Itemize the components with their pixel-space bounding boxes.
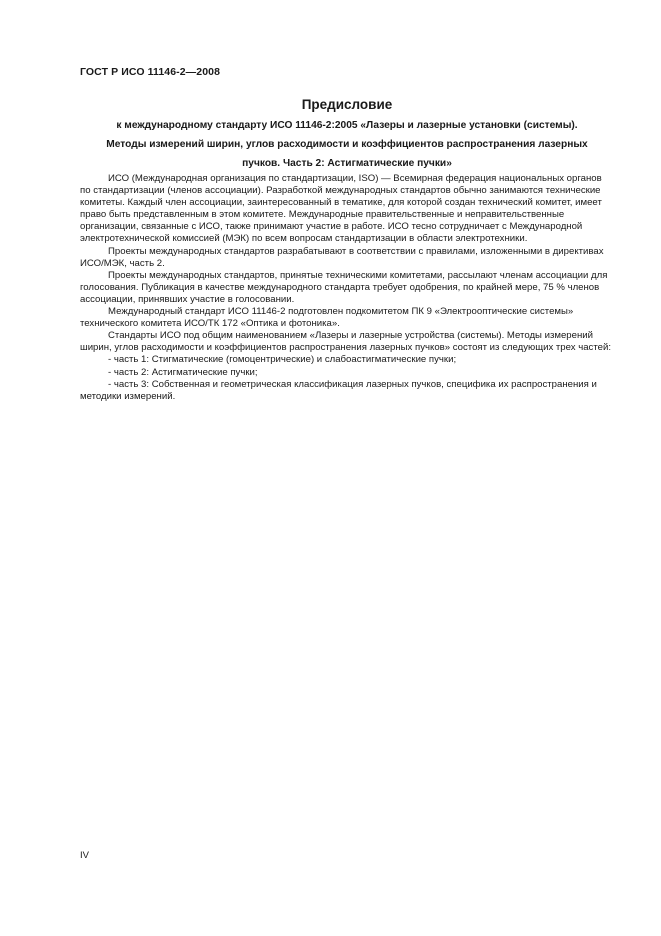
paragraph-preparation: Международный стандарт ИСО 11146-2 подготовлен подкомитетом ПК 9 «Электрооптические системы» технического комитета ИСО/ТК 172 «Оптика и фотоника». [80,306,574,330]
foreword-title: Предисловие [301,97,393,112]
list-item-part-1: - часть 1: Стигматические (гомоцентрические) и слабоастигматические пучки; [108,354,457,366]
paragraph-voting: Проекты международных стандартов, принятые техническими комитетами, рассылают членам ассоциации для голосования. Публикация в качестве международного стандарта требует одобрения, по крайней мере, 75 % членов ассоциации, принявших участие в голосовании. [80,269,608,305]
paragraph-drafting-rules: Проекты международных стандартов разрабатывают в соответствии с правилами, изложенными в директивах ИСО/МЭК, часть 2. [80,245,604,269]
foreword-body [80,173,614,403]
foreword-subtitle-line-2: Методы измерений ширин, углов расходимости и коэффициентов распространения лазерных [106,139,588,150]
foreword-subtitle-line-1: к международному стандарту ИСО 11146-2:2005 «Лазеры и лазерные установки (системы). [116,120,578,131]
paragraph-iso-overview: ИСО (Международная организация по стандартизации, ISO) — Всемирная федерация национальных органов по стандартизации (членов ассоциации). Разработкой международных стандартов обычно занимаются технические комитеты. Каждый член ассоциации, заинтересованный в тематике, для которой создан технический комитет, имеет право быть представленным в этом комитете. Международные правительственные и неправительственные организации, связанные с ИСО, также принимают участие в работе. ИСО тесно сотрудничает с Международной электротехнической комиссией (МЭК) по всем вопросам стандартизации в области электротехники. [80,173,602,245]
paragraph-series-parts: Стандарты ИСО под общим наименованием «Лазеры и лазерные устройства (системы). Методы измерений ширин, углов расходимости и коэффициентов распространения лазерных пучков» состоят из следующих трех частей: [80,330,612,354]
foreword-subtitle-line-3: пучков. Часть 2: Астигматические пучки» [242,158,452,169]
list-item-part-3: - часть 3: Собственная и геометрическая классификация лазерных пучков, специфика их распространения и методики измерений. [80,378,597,402]
page-number: IV [80,850,89,861]
standard-code-header: ГОСТ Р ИСО 11146-2—2008 [80,66,221,78]
foreword-title-block [80,97,614,173]
list-item-part-2: - часть 2: Астигматические пучки; [108,366,258,378]
